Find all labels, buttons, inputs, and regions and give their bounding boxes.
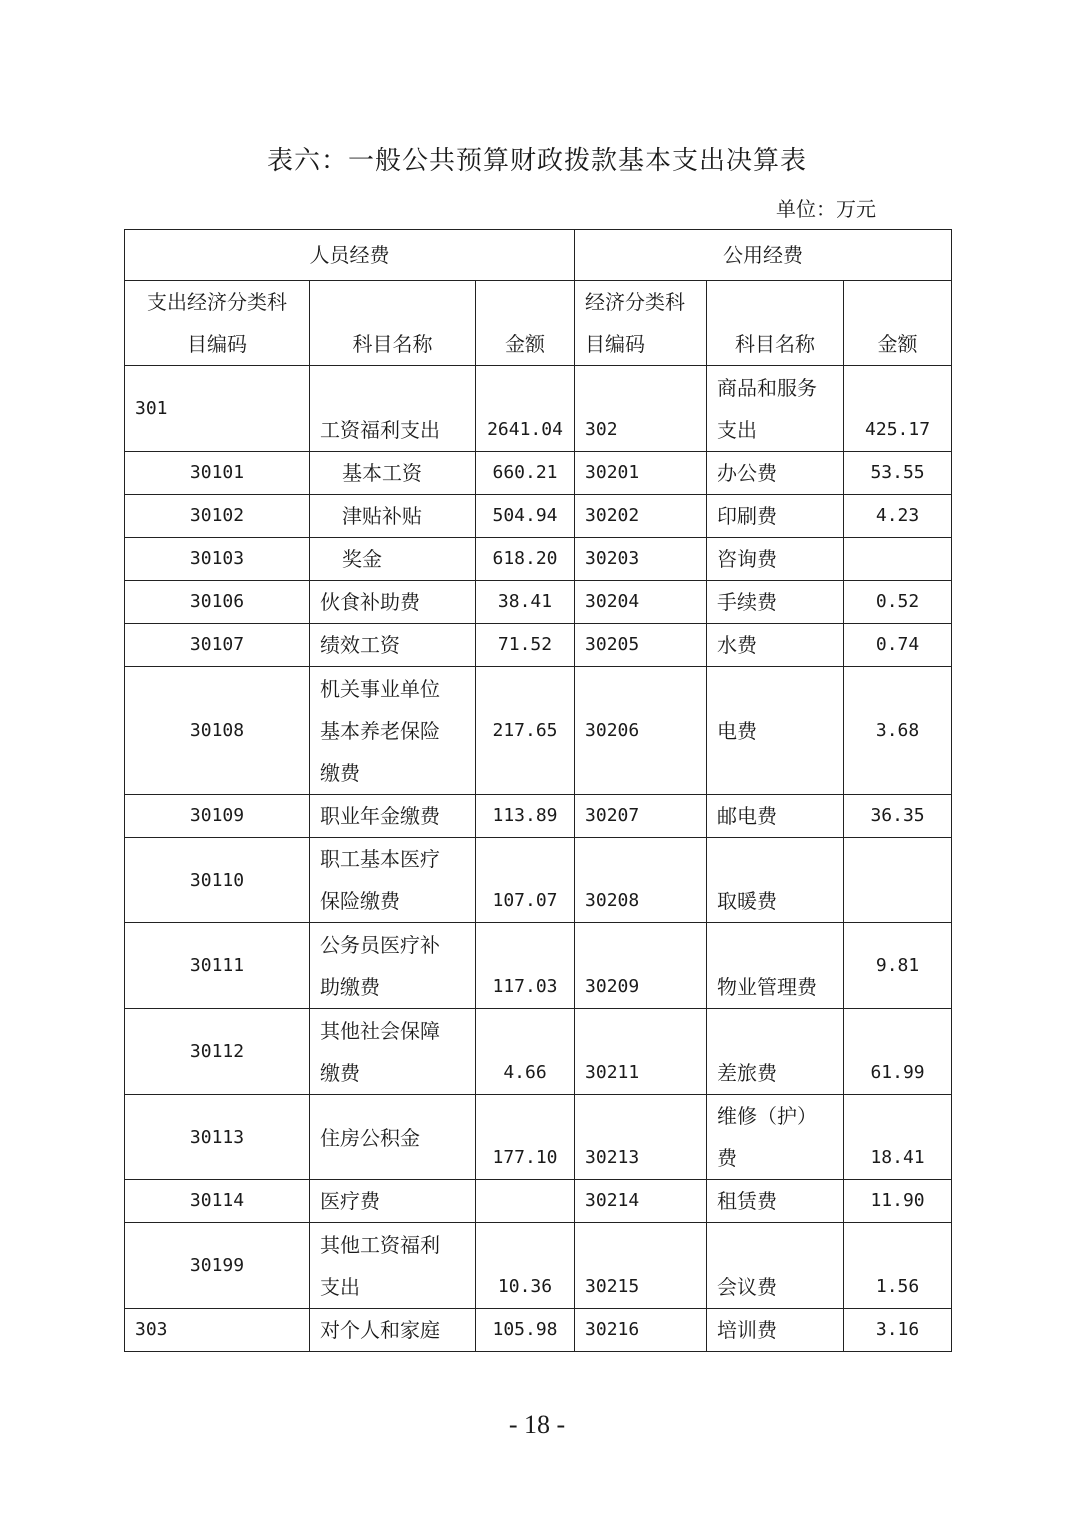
personnel-name-cell: 机关事业单位 基本养老保险 缴费 bbox=[310, 667, 476, 795]
personnel-amount-cell: 4.66 bbox=[476, 1009, 575, 1095]
table-row bbox=[125, 923, 952, 1009]
personnel-amount-header: 金额 bbox=[476, 281, 575, 366]
table-row bbox=[125, 624, 952, 667]
personnel-code-cell: 30199 bbox=[125, 1223, 310, 1309]
page-title: 表六：一般公共预算财政拨款基本支出决算表 bbox=[266, 146, 807, 176]
public-code-cell: 30204 bbox=[575, 581, 707, 624]
public-name-cell: 咨询费 bbox=[707, 538, 844, 581]
personnel-name-cell: 津贴补贴 bbox=[310, 495, 476, 538]
personnel-amount-cell: 2641.04 bbox=[476, 366, 575, 452]
public-name-cell: 电费 bbox=[707, 667, 844, 795]
table-row bbox=[125, 538, 952, 581]
public-amount-cell: 9.81 bbox=[844, 923, 952, 1009]
public-header: 公用经费 bbox=[575, 230, 952, 281]
public-name-cell: 培训费 bbox=[707, 1309, 844, 1352]
table-row bbox=[125, 838, 952, 923]
personnel-amount-cell: 71.52 bbox=[476, 624, 575, 667]
table-row bbox=[125, 795, 952, 838]
public-name-cell: 差旅费 bbox=[707, 1009, 844, 1095]
public-amount-cell: 4.23 bbox=[844, 495, 952, 538]
personnel-code-header: 支出经济分类科 目编码 bbox=[125, 281, 310, 366]
public-code-cell: 30211 bbox=[575, 1009, 707, 1095]
public-name-cell: 取暖费 bbox=[707, 838, 844, 923]
public-amount-cell: 36.35 bbox=[844, 795, 952, 838]
public-name-cell: 水费 bbox=[707, 624, 844, 667]
personnel-code-cell: 30114 bbox=[125, 1180, 310, 1223]
personnel-amount-cell bbox=[476, 1180, 575, 1223]
public-amount-cell: 425.17 bbox=[844, 366, 952, 452]
personnel-amount-cell: 217.65 bbox=[476, 667, 575, 795]
personnel-amount-cell: 10.36 bbox=[476, 1223, 575, 1309]
table-row bbox=[125, 1309, 952, 1352]
public-amount-cell: 53.55 bbox=[844, 452, 952, 495]
public-amount-cell: 3.68 bbox=[844, 667, 952, 795]
public-amount-cell: 18.41 bbox=[844, 1095, 952, 1180]
public-name-cell: 邮电费 bbox=[707, 795, 844, 838]
public-amount-cell: 1.56 bbox=[844, 1223, 952, 1309]
column-header-row bbox=[125, 281, 952, 366]
public-amount-cell: 61.99 bbox=[844, 1009, 952, 1095]
page-number: - 18 - bbox=[508, 1410, 566, 1439]
personnel-code-cell: 30103 bbox=[125, 538, 310, 581]
personnel-code-cell: 30110 bbox=[125, 838, 310, 923]
table-row bbox=[125, 1095, 952, 1180]
personnel-header: 人员经费 bbox=[125, 230, 575, 281]
public-name-header: 科目名称 bbox=[707, 281, 844, 366]
personnel-amount-cell: 105.98 bbox=[476, 1309, 575, 1352]
public-amount-cell: 0.52 bbox=[844, 581, 952, 624]
public-amount-cell bbox=[844, 838, 952, 923]
personnel-name-cell: 职工基本医疗 保险缴费 bbox=[310, 838, 476, 923]
public-amount-cell: 3.16 bbox=[844, 1309, 952, 1352]
personnel-amount-cell: 113.89 bbox=[476, 795, 575, 838]
unit-label: 单位：万元 bbox=[776, 197, 876, 221]
personnel-name-cell: 职业年金缴费 bbox=[310, 795, 476, 838]
personnel-code-cell: 30106 bbox=[125, 581, 310, 624]
table-row bbox=[125, 667, 952, 795]
public-name-cell: 印刷费 bbox=[707, 495, 844, 538]
public-code-cell: 30215 bbox=[575, 1223, 707, 1309]
personnel-name-cell: 对个人和家庭 bbox=[310, 1309, 476, 1352]
public-name-cell: 办公费 bbox=[707, 452, 844, 495]
public-code-cell: 30202 bbox=[575, 495, 707, 538]
personnel-code-cell: 30109 bbox=[125, 795, 310, 838]
personnel-code-cell: 30102 bbox=[125, 495, 310, 538]
public-code-cell: 30216 bbox=[575, 1309, 707, 1352]
personnel-amount-cell: 618.20 bbox=[476, 538, 575, 581]
personnel-code-cell: 30107 bbox=[125, 624, 310, 667]
table-row bbox=[125, 452, 952, 495]
table-row bbox=[125, 581, 952, 624]
personnel-name-cell: 基本工资 bbox=[310, 452, 476, 495]
personnel-code-cell: 30111 bbox=[125, 923, 310, 1009]
personnel-amount-cell: 38.41 bbox=[476, 581, 575, 624]
personnel-code-cell: 30108 bbox=[125, 667, 310, 795]
table-row bbox=[125, 366, 952, 452]
public-amount-cell: 0.74 bbox=[844, 624, 952, 667]
personnel-amount-cell: 660.21 bbox=[476, 452, 575, 495]
personnel-name-cell: 医疗费 bbox=[310, 1180, 476, 1223]
public-name-cell: 手续费 bbox=[707, 581, 844, 624]
personnel-amount-cell: 107.07 bbox=[476, 838, 575, 923]
public-amount-cell bbox=[844, 538, 952, 581]
personnel-code-cell: 30112 bbox=[125, 1009, 310, 1095]
table-row bbox=[125, 495, 952, 538]
personnel-name-cell: 其他工资福利 支出 bbox=[310, 1223, 476, 1309]
public-code-cell: 30209 bbox=[575, 923, 707, 1009]
table-row bbox=[125, 1223, 952, 1309]
public-code-cell: 30213 bbox=[575, 1095, 707, 1180]
public-name-cell: 维修（护） 费 bbox=[707, 1095, 844, 1180]
public-code-cell: 30208 bbox=[575, 838, 707, 923]
public-code-cell: 30206 bbox=[575, 667, 707, 795]
public-code-cell: 30205 bbox=[575, 624, 707, 667]
personnel-amount-cell: 504.94 bbox=[476, 495, 575, 538]
personnel-code-cell: 30101 bbox=[125, 452, 310, 495]
public-code-cell: 30207 bbox=[575, 795, 707, 838]
public-code-cell: 302 bbox=[575, 366, 707, 452]
public-code-cell: 30214 bbox=[575, 1180, 707, 1223]
personnel-name-cell: 奖金 bbox=[310, 538, 476, 581]
public-amount-cell: 11.90 bbox=[844, 1180, 952, 1223]
table-row bbox=[125, 1009, 952, 1095]
public-code-header: 经济分类科 目编码 bbox=[575, 281, 707, 366]
personnel-name-cell: 工资福利支出 bbox=[310, 366, 476, 452]
personnel-code-cell: 30113 bbox=[125, 1095, 310, 1180]
budget-table bbox=[124, 229, 952, 1352]
personnel-name-cell: 伙食补助费 bbox=[310, 581, 476, 624]
personnel-amount-cell: 177.10 bbox=[476, 1095, 575, 1180]
personnel-name-cell: 住房公积金 bbox=[310, 1095, 476, 1180]
section-header-row bbox=[125, 230, 952, 281]
public-name-cell: 会议费 bbox=[707, 1223, 844, 1309]
personnel-name-cell: 绩效工资 bbox=[310, 624, 476, 667]
public-name-cell: 物业管理费 bbox=[707, 923, 844, 1009]
personnel-amount-cell: 117.03 bbox=[476, 923, 575, 1009]
personnel-name-cell: 公务员医疗补 助缴费 bbox=[310, 923, 476, 1009]
public-name-cell: 租赁费 bbox=[707, 1180, 844, 1223]
table-row bbox=[125, 1180, 952, 1223]
public-amount-header: 金额 bbox=[844, 281, 952, 366]
public-name-cell: 商品和服务 支出 bbox=[707, 366, 844, 452]
personnel-code-cell: 303 bbox=[125, 1309, 310, 1352]
personnel-name-cell: 其他社会保障 缴费 bbox=[310, 1009, 476, 1095]
public-code-cell: 30201 bbox=[575, 452, 707, 495]
public-code-cell: 30203 bbox=[575, 538, 707, 581]
personnel-name-header: 科目名称 bbox=[310, 281, 476, 366]
personnel-code-cell: 301 bbox=[125, 366, 310, 452]
